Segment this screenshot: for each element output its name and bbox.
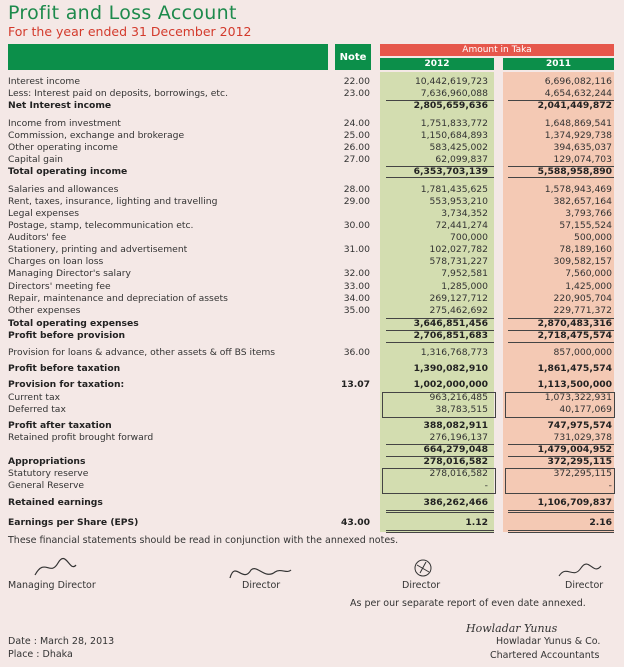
row-label: Less: Interest paid on deposits, borrowings, etc. <box>8 88 229 99</box>
rule-line <box>386 530 494 531</box>
value-2012: 7,636,960,088 <box>420 88 488 99</box>
value-2011: 372,295,115 <box>547 456 612 467</box>
value-2011: 394,635,037 <box>553 142 612 153</box>
row-note: 22.00 <box>343 76 370 87</box>
rule-line <box>386 177 494 178</box>
value-2012: 269,127,712 <box>429 293 488 304</box>
value-2012: 2,706,851,683 <box>413 330 488 341</box>
value-2012: 6,353,703,139 <box>413 166 488 177</box>
rule-line <box>508 510 614 511</box>
value-2012: 583,425,002 <box>429 142 488 153</box>
table-row <box>0 244 624 256</box>
value-2012: 1,751,833,772 <box>420 118 488 129</box>
value-2012: 1,002,000,000 <box>413 379 488 390</box>
value-2011: 1,113,500,000 <box>537 379 612 390</box>
row-label: Legal expenses <box>8 208 80 219</box>
row-label: Capital gain <box>8 154 63 165</box>
table-row <box>0 281 624 293</box>
table-row <box>0 363 624 375</box>
value-2012: 388,082,911 <box>423 420 488 431</box>
bracket-box <box>505 468 615 494</box>
table-row <box>0 305 624 317</box>
bracket-box <box>382 468 496 494</box>
table-row <box>0 196 624 208</box>
row-note: 26.00 <box>343 142 370 153</box>
value-2012: 3,734,352 <box>441 208 488 219</box>
value-2011: 1,479,004,952 <box>537 444 612 455</box>
value-2011: 220,905,704 <box>553 293 612 304</box>
auditor-name: Howladar Yunus & Co. <box>496 636 601 647</box>
bracket-box <box>505 392 615 418</box>
value-2011: 3,793,766 <box>565 208 612 219</box>
table-row <box>0 517 624 529</box>
table-row <box>0 318 624 330</box>
value-2012: 700,000 <box>450 232 488 243</box>
row-label: Statutory reserve <box>8 468 89 479</box>
value-2011: 1,648,869,541 <box>544 118 612 129</box>
row-label: Auditors' fee <box>8 232 67 243</box>
row-label: Stationery, printing and advertisement <box>8 244 188 255</box>
amount-header: Amount in Taka <box>380 44 614 56</box>
value-2012: 1,781,435,625 <box>420 184 488 195</box>
row-note: 33.00 <box>343 281 370 292</box>
value-2011: - <box>608 480 612 491</box>
footnote: These financial statements should be read in conjunction with the annexed notes. <box>8 535 399 546</box>
table-row <box>0 420 624 432</box>
rule-line <box>386 330 494 331</box>
table-row <box>0 444 624 456</box>
rule-line <box>508 444 614 445</box>
rule-line <box>508 456 614 457</box>
rule-line <box>386 532 494 533</box>
value-2011: 309,582,157 <box>553 256 612 267</box>
value-2012: 578,731,227 <box>429 256 488 267</box>
table-row <box>0 88 624 100</box>
row-label: Appropriations <box>8 456 86 467</box>
row-note: 24.00 <box>343 118 370 129</box>
rule-line <box>508 512 614 513</box>
row-note: 13.07 <box>340 379 370 390</box>
table-row <box>0 268 624 280</box>
value-2012: 1.12 <box>465 517 488 528</box>
value-2011: 1,861,475,574 <box>537 363 612 374</box>
value-2011: 1,374,929,738 <box>544 130 612 141</box>
rule-line <box>386 166 494 167</box>
managing-director-signature <box>30 555 80 580</box>
value-2011: 57,155,524 <box>559 220 612 231</box>
header-label-bar <box>8 44 328 70</box>
row-label: Current tax <box>8 392 61 403</box>
signatory-director-1: Director <box>242 580 281 591</box>
note-header: Note <box>335 44 371 70</box>
value-2012: 275,462,692 <box>429 305 488 316</box>
auditor-signature: Howladar Yunus <box>466 622 558 635</box>
value-2011: 2,718,475,574 <box>537 330 612 341</box>
rule-line <box>386 318 494 319</box>
value-2012: 102,027,782 <box>429 244 488 255</box>
rule-line <box>508 177 614 178</box>
table-row <box>0 118 624 130</box>
row-label: Managing Director's salary <box>8 268 131 279</box>
row-label: Charges on loan loss <box>8 256 104 267</box>
row-label: Retained profit brought forward <box>8 432 154 443</box>
value-2012: 7,952,581 <box>441 268 488 279</box>
signatory-director-3: Director <box>565 580 604 591</box>
place: Place : Dhaka <box>8 649 73 660</box>
row-label: Earnings per Share (EPS) <box>8 517 139 528</box>
table-row <box>0 347 624 359</box>
row-note: 35.00 <box>343 305 370 316</box>
row-label: General Reserve <box>8 480 85 491</box>
director-signature-2 <box>408 555 438 583</box>
row-note: 29.00 <box>343 196 370 207</box>
year-2012-header: 2012 <box>380 58 494 70</box>
row-note: 32.00 <box>343 268 370 279</box>
rule-line <box>508 166 614 167</box>
value-2011: 731,029,378 <box>553 432 612 443</box>
value-2011: 2,870,483,316 <box>537 318 612 329</box>
page-subtitle: For the year ended 31 December 2012 <box>8 24 252 39</box>
table-row <box>0 220 624 232</box>
table-row <box>0 379 624 391</box>
table-row <box>0 130 624 142</box>
value-2012: 553,953,210 <box>429 196 488 207</box>
value-2012: 276,196,137 <box>429 432 488 443</box>
rule-line <box>508 100 614 101</box>
row-label: Income from investment <box>8 118 121 129</box>
row-label: Profit before provision <box>8 330 126 341</box>
bracket-box <box>382 392 496 418</box>
row-note: 30.00 <box>343 220 370 231</box>
table-row <box>0 184 624 196</box>
value-2011: 1,106,709,837 <box>537 497 612 508</box>
row-label: Salaries and allowances <box>8 184 119 195</box>
value-2012: 72,441,274 <box>435 220 488 231</box>
table-row <box>0 432 624 444</box>
row-label: Retained earnings <box>8 497 103 508</box>
value-2011: 4,654,632,244 <box>544 88 612 99</box>
row-note: 34.00 <box>343 293 370 304</box>
row-label: Rent, taxes, insurance, lighting and travelling <box>8 196 218 207</box>
row-note: 36.00 <box>343 347 370 358</box>
value-2012: 1,150,684,893 <box>420 130 488 141</box>
rule-line <box>508 342 614 343</box>
rule-line <box>386 342 494 343</box>
table-row <box>0 256 624 268</box>
value-2012: 38,783,515 <box>435 404 488 415</box>
row-label: Other operating income <box>8 142 118 153</box>
value-2012: 10,442,619,723 <box>414 76 488 87</box>
row-label: Postage, stamp, telecommunication etc. <box>8 220 194 231</box>
value-2012: 1,390,082,910 <box>413 363 488 374</box>
row-label: Repair, maintenance and depreciation of assets <box>8 293 228 304</box>
rule-line <box>508 330 614 331</box>
row-label: Deferred tax <box>8 404 66 415</box>
value-2011: 1,073,322,931 <box>544 392 612 403</box>
value-2012: 278,016,582 <box>429 468 488 479</box>
value-2011: 7,560,000 <box>565 268 612 279</box>
value-2011: 40,177,069 <box>559 404 612 415</box>
rule-line <box>508 532 614 533</box>
table-row <box>0 154 624 166</box>
signatory-managing-director: Managing Director <box>8 580 96 591</box>
rule-line <box>508 318 614 319</box>
row-label: Other expenses <box>8 305 81 316</box>
row-label: Profit before taxation <box>8 363 121 374</box>
row-note: 27.00 <box>343 154 370 165</box>
table-row <box>0 232 624 244</box>
year-2011-header: 2011 <box>503 58 614 70</box>
page-title: Profit and Loss Account <box>8 2 237 24</box>
value-2011: 129,074,703 <box>553 154 612 165</box>
value-2012: 278,016,582 <box>423 456 488 467</box>
value-2012: 386,262,466 <box>423 497 488 508</box>
rule-line <box>386 512 494 513</box>
rule-line <box>508 530 614 531</box>
date: Date : March 28, 2013 <box>8 636 115 647</box>
table-row <box>0 142 624 154</box>
director-signature-3 <box>555 560 605 582</box>
value-2011: 2.16 <box>589 517 612 528</box>
table-row <box>0 330 624 342</box>
row-label: Commission, exchange and brokerage <box>8 130 185 141</box>
row-label: Total operating income <box>8 166 128 177</box>
value-2011: 2,041,449,872 <box>537 100 612 111</box>
value-2012: 1,285,000 <box>441 281 488 292</box>
row-note: 23.00 <box>343 88 370 99</box>
value-2011: 1,578,943,469 <box>544 184 612 195</box>
row-note: 31.00 <box>343 244 370 255</box>
row-label: Profit after taxation <box>8 420 112 431</box>
value-2012: 664,279,048 <box>423 444 488 455</box>
value-2012: 963,216,485 <box>429 392 488 403</box>
row-note: 25.00 <box>343 130 370 141</box>
rule-line <box>386 444 494 445</box>
value-2011: 500,000 <box>574 232 612 243</box>
row-label: Provision for loans & advance, other assets & off BS items <box>8 347 276 358</box>
row-note: 28.00 <box>343 184 370 195</box>
table-row <box>0 293 624 305</box>
value-2012: 62,099,837 <box>435 154 488 165</box>
value-2011: 1,425,000 <box>565 281 612 292</box>
rule-line <box>386 510 494 511</box>
signatory-director-2: Director <box>402 580 441 591</box>
row-note: 43.00 <box>340 517 370 528</box>
value-2011: 747,975,574 <box>547 420 612 431</box>
value-2011: 5,588,958,890 <box>537 166 612 177</box>
value-2012: 2,805,659,636 <box>413 100 488 111</box>
value-2011: 6,696,082,116 <box>544 76 612 87</box>
auditor-note: As per our separate report of even date annexed. <box>350 598 586 609</box>
row-label: Provision for taxation: <box>8 379 125 390</box>
rule-line <box>386 100 494 101</box>
value-2012: - <box>484 480 488 491</box>
auditor-title: Chartered Accountants <box>490 650 600 661</box>
row-label: Net Interest income <box>8 100 112 111</box>
table-row <box>0 208 624 220</box>
value-2012: 1,316,768,773 <box>420 347 488 358</box>
value-2011: 372,295,115 <box>553 468 612 479</box>
rule-line <box>386 456 494 457</box>
row-label: Total operating expenses <box>8 318 139 329</box>
table-row <box>0 497 624 509</box>
row-label: Interest income <box>8 76 80 87</box>
value-2011: 229,771,372 <box>553 305 612 316</box>
value-2011: 857,000,000 <box>553 347 612 358</box>
value-2011: 382,657,164 <box>553 196 612 207</box>
value-2011: 78,189,160 <box>559 244 612 255</box>
row-label: Directors' meeting fee <box>8 281 111 292</box>
table-row <box>0 100 624 112</box>
table-row <box>0 456 624 468</box>
table-row <box>0 76 624 88</box>
value-2012: 3,646,851,456 <box>413 318 488 329</box>
